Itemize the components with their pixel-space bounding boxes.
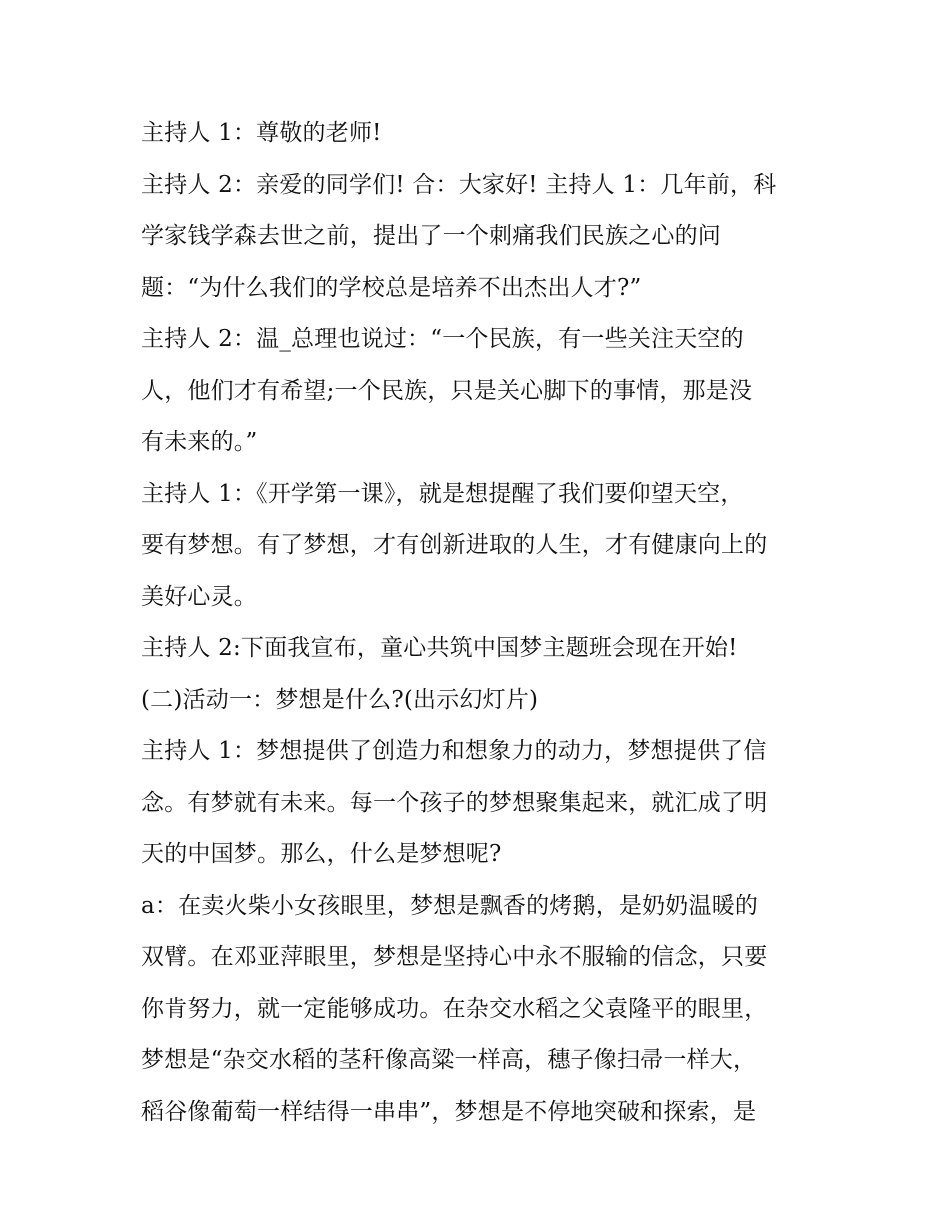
text-line: 主持人 1：梦想提供了创造力和想象力的动力，梦想提供了信: [141, 738, 767, 764]
text-line: 学家钱学森去世之前，提出了一个刺痛我们民族之心的问: [141, 223, 721, 249]
text-line: 人，他们才有希望;一个民族，只是关心脚下的事情，那是没: [141, 377, 753, 404]
text-line: 稻谷像葡萄一样结得一串串”，梦想是不停地突破和探索，是: [141, 1098, 757, 1125]
text-line: 双臂。在邓亚萍眼里，梦想是坚持心中永不服输的信念，只要: [141, 944, 768, 970]
document-body: [141, 108, 821, 1138]
text-line: 梦想是“杂交水稻的茎秆像高粱一样高，穗子像扫帚一样大，: [141, 1047, 757, 1073]
text-line: 主持人 2：温_总理也说过：“一个民族，有一些关注天空的: [141, 326, 744, 352]
text-line: 天的中国梦。那么，什么是梦想呢?: [141, 841, 502, 867]
text-line: 念。有梦就有未来。每一个孩子的梦想聚集起来，就汇成了明: [141, 789, 768, 816]
text-line: 有未来的。”: [141, 429, 258, 455]
text-line: 要有梦想。有了梦想，才有创新进取的人生，才有健康向上的: [141, 532, 768, 558]
text-line: a：在卖火柴小女孩眼里，梦想是飘香的烤鹅，是奶奶温暖的: [141, 892, 759, 919]
text-line: 主持人 2：亲爱的同学们! 合：大家好! 主持人 1：几年前，科: [141, 171, 777, 198]
text-line: 主持人 2:下面我宣布，童心共筑中国梦主题班会现在开始!: [141, 635, 738, 661]
text-line: 美好心灵。: [141, 583, 257, 610]
text-line: 主持人 1：《开学第一课》，就是想提醒了我们要仰望天空，: [141, 480, 744, 507]
text-line: (二)活动一：梦想是什么?(出示幻灯片): [141, 686, 539, 713]
text-line: 主持人 1：尊敬的老师!: [141, 120, 382, 146]
text-line: 题：“为什么我们的学校总是培养不出杰出人才?”: [141, 274, 642, 301]
text-line: 你肯努力，就一定能够成功。在杂交水稻之父袁隆平的眼里，: [141, 995, 768, 1022]
